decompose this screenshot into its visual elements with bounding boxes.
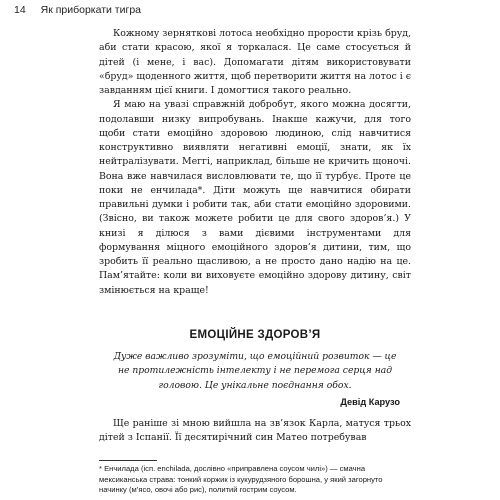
footnote (99, 464, 411, 496)
footnote-divider (99, 460, 157, 461)
epigraph-author: Девід Карузо (340, 397, 400, 407)
paragraph-carla: Ще раніше зі мною вийшла на зв’язок Карла, матуся трьох дітей з Іспанії. Її десятирічний син Матео потребував (99, 418, 411, 444)
section-text-block (99, 417, 411, 446)
page-number: 14 (14, 4, 26, 16)
book-title: Як приборкати тигра (40, 4, 141, 16)
footnote-text: * Енчилада (ісп. enchilada, дослівно «приправлена соусом чилі») — смачна мексиканська страва: тонкий коржик із кукурудзяного борошна, у який загорнуто начинку (м’ясо, овочі або рис), политий гострим соусом. (99, 464, 383, 495)
paragraph-lotus: Кожному зерняткові лотоса необхідно прорости крізь бруд, аби стати красою, якої я торкалася. Це саме стосується й дітей (і мене, і вас). Допомагати дітям використовувати «бруд» щоденного життя, щоб перетворити життя на лотос і є завданням цієї книги. І домогтися такого реально. (99, 28, 411, 96)
running-header (14, 4, 141, 16)
section-heading: ЕМОЦІЙНЕ ЗДОРОВ’Я (189, 329, 321, 341)
paragraph-wellbeing: Я маю на увазі справжній добробут, якого можна досягти, подолавши низку випробувань. Інакше кажучи, для того щоби стати емоційно здоровою людиною, слід навчитися конструктивно виявляти негативні емоції, знати, як їх нейтралізувати. Меггі, наприклад, більше не кричить щоночі. Вона вже навчилася висловлювати те, що її турбує. Проте це поки не енчилада*. Діти можуть ще навчитися обирати правильні думки і робити так, аби стати емоційно здоровими. (Звісно, ви також можете робити це для свого здоров’я.) У книзі я ділюся з вами дієвими інструментами для формування міцного емоційного здоров’я дитини, тим, що зробить її реально щасливою, а не просто дано надію на це. Пам’ятайте: коли ви виховуєте емоційно здорову дитину, світ змінюється на краще! (99, 99, 411, 296)
page-crop-edge (0, 496, 500, 500)
epigraph-quote: Дуже важливо зрозуміти, що емоційний розвиток — це не протилежність інтелекту і не перемога серця над головою. Це унікальне поєднання обох. (113, 351, 397, 391)
main-text-block (99, 27, 411, 298)
